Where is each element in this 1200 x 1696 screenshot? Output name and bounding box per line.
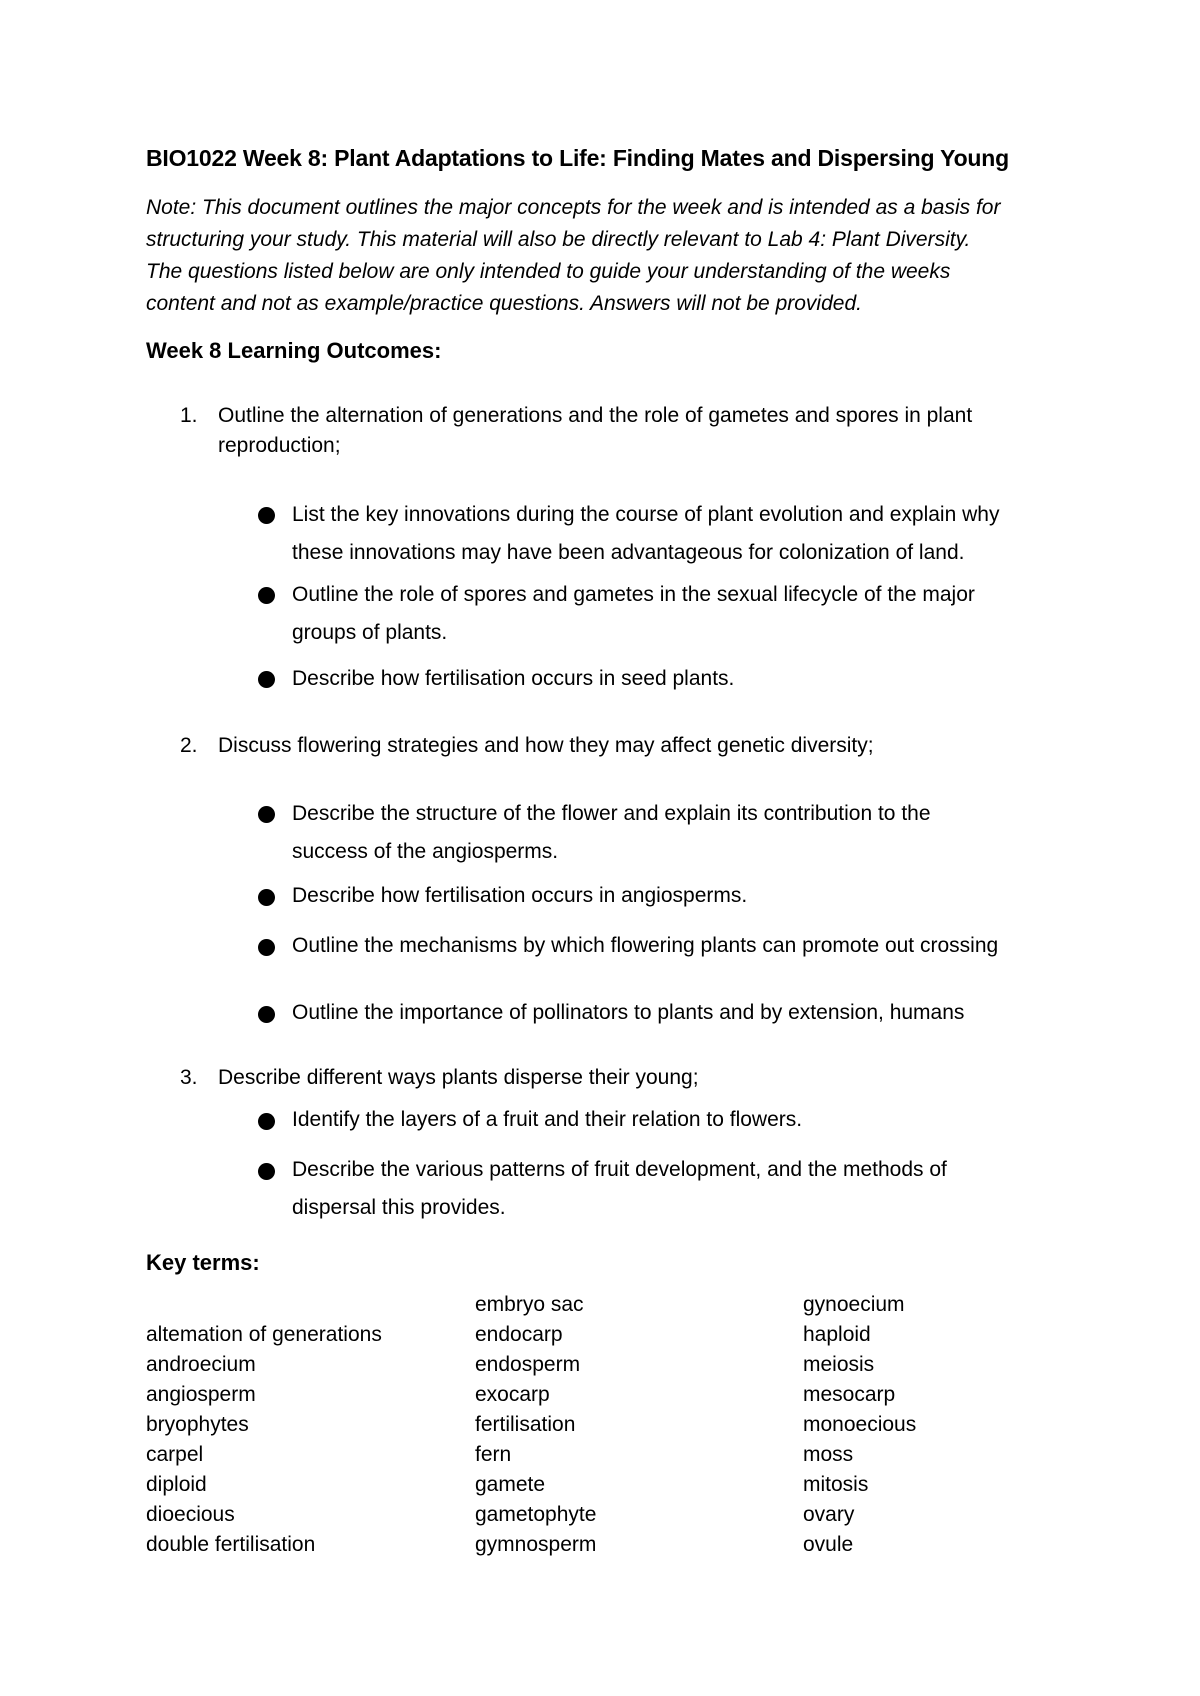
key-term: diploid: [146, 1473, 207, 1496]
key-term: androecium: [146, 1353, 256, 1376]
key-term: exocarp: [475, 1383, 550, 1406]
outcome-number: 3.: [180, 1066, 198, 1089]
key-term: ovule: [803, 1533, 854, 1556]
key-term: fertilisation: [475, 1413, 576, 1436]
bullet-dot-icon: [258, 806, 275, 823]
key-term: fern: [475, 1443, 512, 1466]
key-term: double fertilisation: [146, 1533, 316, 1556]
key-term: embryo sac: [475, 1293, 584, 1316]
note-line: structuring your study. This material will also be directly relevant to Lab 4: Plant Diversity.: [146, 228, 971, 251]
bullet-text-line: groups of plants.: [292, 621, 448, 644]
key-term: mitosis: [803, 1473, 869, 1496]
key-term: meiosis: [803, 1353, 875, 1376]
bullet-dot-icon: [258, 939, 275, 956]
key-term: gynoecium: [803, 1293, 905, 1316]
key-term: mesocarp: [803, 1383, 896, 1406]
bullet-dot-icon: [258, 1006, 275, 1023]
outcome-text-line: Outline the alternation of generations and the role of gametes and spores in plant: [218, 404, 973, 427]
key-term: monoecious: [803, 1413, 917, 1436]
outcome-number: 1.: [180, 404, 198, 427]
bullet-text-line: Describe how fertilisation occurs in angiosperms.: [292, 884, 748, 907]
bullet-text-line: Outline the importance of pollinators to plants and by extension, humans: [292, 1001, 965, 1024]
bullet-dot-icon: [258, 587, 275, 604]
outcome-text-line: Describe different ways plants disperse their young;: [218, 1066, 699, 1089]
bullet-text-line: Describe the structure of the flower and explain its contribution to the: [292, 802, 931, 825]
bullet-text-line: Identify the layers of a fruit and their relation to flowers.: [292, 1108, 803, 1131]
bullet-text-line: these innovations may have been advantageous for colonization of land.: [292, 541, 965, 564]
note-paragraph: [146, 192, 1076, 320]
bullet-dot-icon: [258, 507, 275, 524]
key-term: endocarp: [475, 1323, 563, 1346]
key-term: dioecious: [146, 1503, 235, 1526]
key-term: carpel: [146, 1443, 204, 1466]
outcome-text-line: reproduction;: [218, 434, 341, 457]
key-term: gymnosperm: [475, 1533, 597, 1556]
document-title: BIO1022 Week 8: Plant Adaptations to Life: Finding Mates and Dispersing Young: [146, 145, 1009, 171]
key-term: gametophyte: [475, 1503, 597, 1526]
bullet-text-line: List the key innovations during the course of plant evolution and explain why: [292, 503, 1000, 526]
note-line: The questions listed below are only intended to guide your understanding of the weeks: [146, 260, 951, 283]
key-term: gamete: [475, 1473, 546, 1496]
key-terms-heading: Key terms:: [146, 1250, 260, 1275]
outcomes-heading: Week 8 Learning Outcomes:: [146, 338, 442, 363]
bullet-text-line: Outline the role of spores and gametes in the sexual lifecycle of the major: [292, 583, 975, 606]
key-term: ovary: [803, 1503, 855, 1526]
bullet-text-line: Outline the mechanisms by which flowering plants can promote out crossing: [292, 934, 999, 957]
note-line: Note: This document outlines the major concepts for the week and is intended as a basis for: [146, 196, 1001, 219]
outcome-number: 2.: [180, 734, 198, 757]
bullet-dot-icon: [258, 1163, 275, 1180]
note-line: content and not as example/practice questions. Answers will not be provided.: [146, 292, 862, 315]
key-term: bryophytes: [146, 1413, 249, 1436]
bullet-text-line: dispersal this provides.: [292, 1196, 506, 1219]
bullet-dot-icon: [258, 671, 275, 688]
key-term: moss: [803, 1443, 854, 1466]
bullet-dot-icon: [258, 1113, 275, 1130]
bullet-text-line: Describe the various patterns of fruit development, and the methods of: [292, 1158, 947, 1181]
bullet-text-line: Describe how fertilisation occurs in seed plants.: [292, 667, 735, 690]
bullet-dot-icon: [258, 889, 275, 906]
key-term: endosperm: [475, 1353, 581, 1376]
key-term: haploid: [803, 1323, 871, 1346]
outcome-text-line: Discuss flowering strategies and how they may affect genetic diversity;: [218, 734, 874, 757]
bullet-text-line: success of the angiosperms.: [292, 840, 559, 863]
key-term: angiosperm: [146, 1383, 256, 1406]
key-term: altemation of generations: [146, 1323, 382, 1346]
